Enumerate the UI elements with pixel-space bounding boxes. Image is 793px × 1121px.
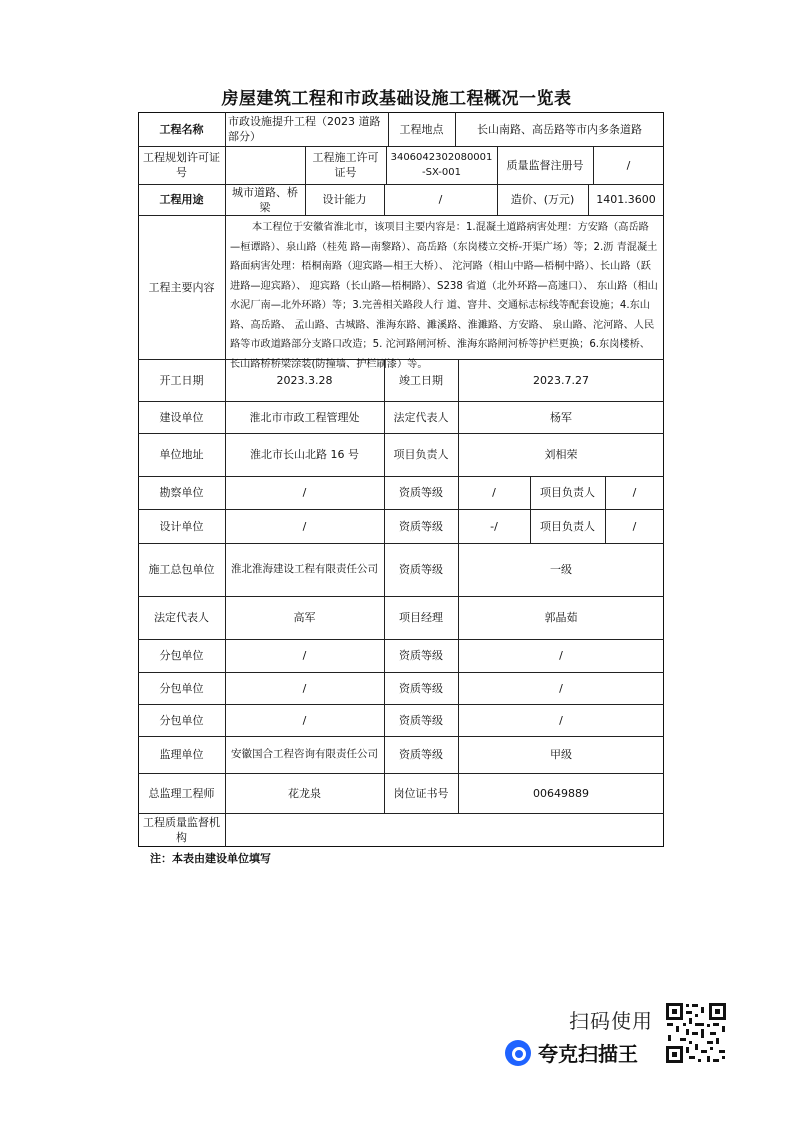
quality-org bbox=[225, 813, 664, 847]
survey-grade: / bbox=[492, 486, 496, 499]
address: 淮北市长山北路 16 号 bbox=[250, 448, 359, 461]
survey-pm: / bbox=[632, 486, 637, 499]
supervisor-label: 监理单位 bbox=[159, 748, 204, 761]
sub3-grade-label: 资质等级 bbox=[399, 713, 443, 727]
construct-permit-label: 工程施工许可证号 bbox=[312, 151, 379, 179]
gc-manager-label: 项目经理 bbox=[399, 611, 443, 624]
gc-grade-label: 资质等级 bbox=[399, 563, 443, 576]
subcontractor-3-label: 分包单位 bbox=[159, 713, 204, 727]
gc-manager: 郭晶茹 bbox=[544, 611, 578, 624]
design-grade-label: 资质等级 bbox=[399, 519, 443, 533]
supervisor-grade-label: 资质等级 bbox=[399, 748, 443, 761]
construct-permit: 340604230208000​1-SX-001 bbox=[390, 152, 493, 178]
gc-grade: 一级 bbox=[550, 563, 572, 576]
quality-org-label: 工程质量监督机构 bbox=[143, 816, 220, 844]
start-date: 2023.3.28 bbox=[276, 373, 333, 387]
content-description: 本工程位于安徽省淮北市，该项目主要内容是：1.混凝土道路病害处理：方安路（高岳路—桓谭路）、泉山路（桂苑 路—南黎路）、高岳路（东岗楼立交桥-开渠广场）等；2.沥 青混凝土路面病害处理：梧桐南路（迎宾路—相王大桥）、 沱河路（相山中路—梧桐中路）、长山路（跃进路—迎宾路）、 迎宾路（长山路—梧桐路）、S238 省道（北外环路—高速口）、 东山路（相山水泥厂南—北外环路）等；3.完善相关路段人行 道、窨井、交通标志标线等配套设施；4.东山路、高岳路、 孟山路、古城路、淮海东路、濉溪路、淮濉路、方安路、 泉山路、沱河路、人民路等市政道路部分支路口改造；5. 沱河路闸河桥、淮海东路闸河桥等护栏更换；6.东岗楼桥、长山路桥桥梁涂装(防撞墙、护栏刷漆）等。 bbox=[230, 222, 658, 370]
capacity-label: 设计能力 bbox=[322, 193, 367, 206]
supervisor-grade: 甲级 bbox=[550, 748, 572, 761]
cert-number-label: 岗位证书号 bbox=[393, 786, 449, 800]
builder: 淮北市市政工程管理处 bbox=[249, 410, 360, 424]
quality-reg: / bbox=[626, 158, 631, 172]
usage-label: 工程用途 bbox=[159, 193, 204, 206]
chief-engineer: 花龙泉 bbox=[288, 786, 321, 800]
sub2-grade-label: 资质等级 bbox=[399, 681, 443, 695]
subcontractor-1: / bbox=[302, 649, 307, 662]
start-date-label: 开工日期 bbox=[159, 373, 204, 387]
sub1-grade-label: 资质等级 bbox=[399, 649, 443, 662]
subcontractor-2-label: 分包单位 bbox=[159, 681, 204, 695]
subcontractor-1-label: 分包单位 bbox=[159, 649, 204, 662]
usage: 城市道路、桥梁 bbox=[232, 185, 298, 214]
page-title: 房屋建筑工程和市政基础设施工程概况一览表 bbox=[221, 89, 572, 109]
project-manager-label: 项目负责人 bbox=[393, 448, 449, 461]
legal-rep-label: 法定代表人 bbox=[393, 410, 449, 424]
sub2-grade: / bbox=[559, 681, 563, 695]
end-date: 2023.7.27 bbox=[533, 373, 589, 387]
gc-legal-rep-label: 法定代表人 bbox=[154, 611, 209, 624]
gc-legal-rep: 高军 bbox=[293, 611, 316, 624]
survey-grade-label: 资质等级 bbox=[399, 486, 443, 499]
general-contractor: 淮北淮海建设工程有限责任公司 bbox=[231, 563, 378, 575]
general-contractor-label: 施工总包单位 bbox=[148, 563, 215, 576]
design-pm-label: 项目负责人 bbox=[540, 519, 595, 533]
quark-logo-icon bbox=[505, 1040, 531, 1066]
project-name-label: 工程名称 bbox=[159, 122, 204, 136]
end-date-label: 竣工日期 bbox=[399, 373, 443, 387]
cert-number: 00649889 bbox=[533, 786, 589, 800]
survey-unit: / bbox=[302, 486, 307, 499]
capacity: / bbox=[438, 193, 443, 206]
qr-code-icon[interactable] bbox=[665, 1002, 727, 1064]
design-unit: / bbox=[302, 519, 307, 533]
plan-permit bbox=[225, 146, 305, 184]
design-pm: / bbox=[632, 519, 637, 533]
location: 长山南路、高岳路等市内多条道路 bbox=[477, 122, 642, 136]
subcontractor-3: / bbox=[302, 713, 307, 727]
cost-label: 造价、(万元) bbox=[510, 193, 575, 206]
survey-unit-label: 勘察单位 bbox=[159, 486, 204, 499]
supervisor: 安徽国合工程咨询有限责任公司 bbox=[231, 748, 378, 760]
location-label: 工程地点 bbox=[399, 122, 444, 136]
subcontractor-2: / bbox=[302, 681, 307, 695]
builder-label: 建设单位 bbox=[159, 410, 204, 424]
brand bbox=[505, 1038, 638, 1067]
content-label: 工程主要内容 bbox=[148, 280, 215, 294]
quality-reg-label: 质量监督注册号 bbox=[506, 158, 584, 172]
brand-name: 夸克扫描王 bbox=[538, 1042, 638, 1066]
cost: 1401.3600 bbox=[596, 193, 656, 206]
design-unit-label: 设计单位 bbox=[159, 519, 204, 533]
project-name: 市政设施提升工程（2023 道路部分） bbox=[228, 115, 381, 143]
sub3-grade: / bbox=[559, 713, 563, 727]
chief-engineer-label: 总监理工程师 bbox=[148, 786, 215, 800]
survey-pm-label: 项目负责人 bbox=[540, 486, 595, 499]
legal-rep: 杨军 bbox=[550, 410, 572, 424]
scan-to-use-label: 扫码使用 bbox=[569, 1009, 653, 1033]
project-manager: 刘相荣 bbox=[544, 448, 578, 461]
plan-permit-label: 工程规划许可证号 bbox=[143, 151, 220, 179]
address-label: 单位地址 bbox=[159, 448, 204, 461]
table-note: 注：本表由建设单位填写 bbox=[150, 852, 271, 865]
design-grade: -/ bbox=[490, 519, 498, 533]
sub1-grade: / bbox=[559, 649, 563, 662]
